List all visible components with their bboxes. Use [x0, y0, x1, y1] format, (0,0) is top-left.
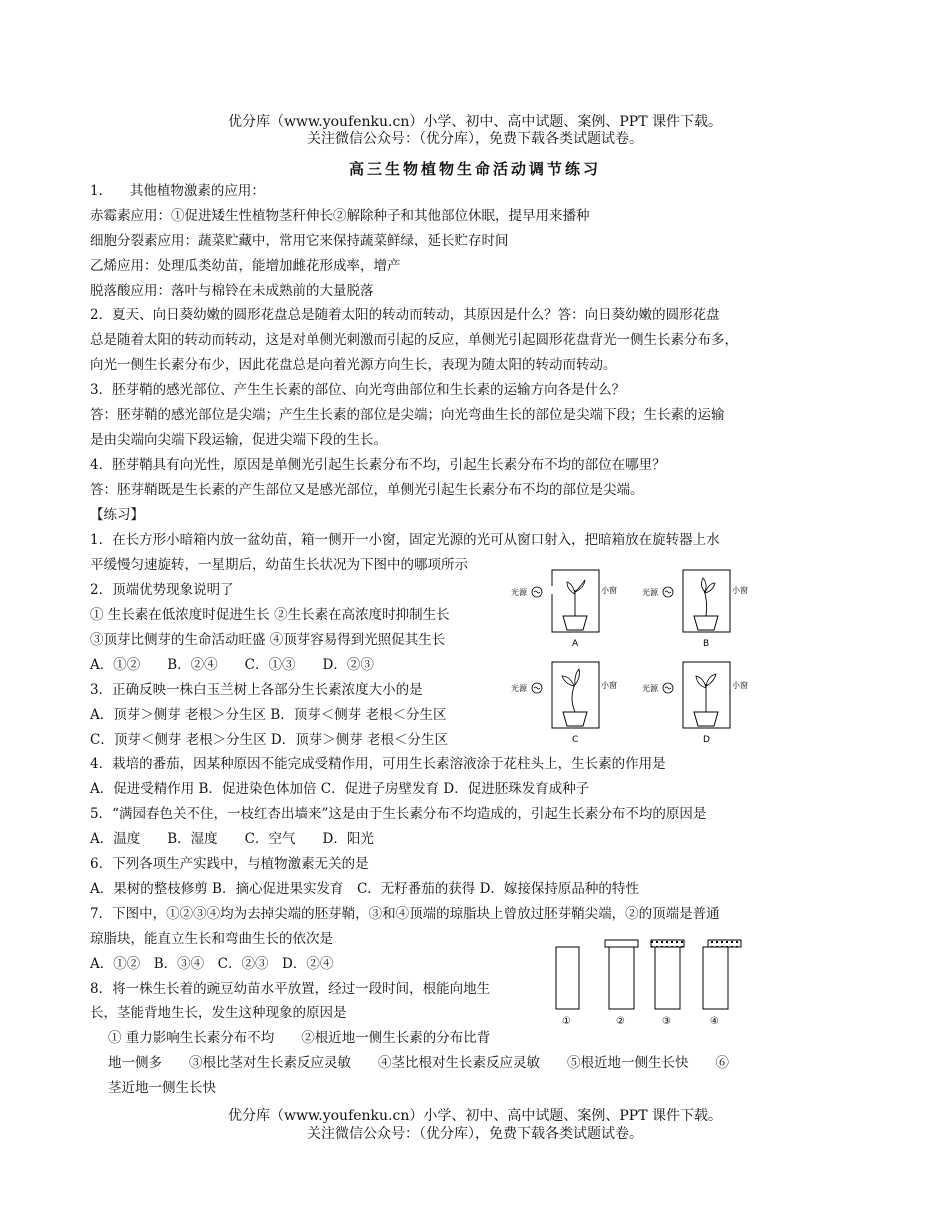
header-line-2: 关注微信公众号：（优分库），免费下载各类试题试卷。: [307, 131, 643, 147]
panel-label: B: [703, 639, 710, 649]
text-line: ① 重力影响生长素分布不均 ②根近地一侧生长素的分布比背: [108, 1030, 491, 1046]
text-line: ① 生长素在低浓度时促进生长 ②生长素在高浓度时抑制生长: [90, 607, 450, 623]
pot-icon: [563, 616, 587, 630]
light-source-label: 光源: [511, 588, 527, 597]
coleoptile-label: ①: [562, 1016, 571, 1027]
text-line: 乙烯应用：处理瓜类幼苗，能增加雌花形成率，增产: [90, 258, 401, 274]
panel-label: C: [572, 735, 579, 745]
text-line: 7．下图中，①②③④均为去掉尖端的胚芽鞘，③和④顶端的琼脂块上曾放过胚芽鞘尖端，②的顶端是普通: [90, 906, 720, 922]
text-line: 向光一侧生长素分布少，因此花盘总是向着光源方向生长，表现为随太阳的转动而转动。: [90, 357, 617, 373]
text-line: C．顶芽＜侧芽 老根＞分生区 D．顶芽＞侧芽 老根＜分生区: [90, 732, 449, 748]
text-line: 2．夏天、向日葵幼嫩的圆形花盘总是随着太阳的转动而转动，其原因是什么？答：向日葵幼嫩的圆形花盘: [90, 307, 720, 323]
text-line: 琼脂块，能直立生长和弯曲生长的依次是: [90, 931, 333, 947]
text-line: A．顶芽＞侧芽 老根＞分生区 B．顶芽＜侧芽 老根＜分生区: [90, 707, 447, 723]
coleoptile-2: [609, 947, 634, 1009]
header-line-1: 优分库（www.youfenku.cn）小学、初中、高中试题、案例、PPT 课件下载。: [227, 114, 722, 130]
page-title: 高三生物植物生命活动调节练习: [348, 160, 601, 178]
coleoptile-label: ③: [662, 1016, 671, 1027]
text-line: 8．将一株生长着的豌豆幼苗水平放置，经过一段时间，根能向地生: [90, 981, 491, 997]
window-label: 小窗: [732, 586, 748, 595]
coleoptile-figure: [550, 935, 750, 1030]
text-line: 5．“满园春色关不住，一枝红杏出墙来”这是由于生长素分布不均造成的，引起生长素分布不均的原因是: [90, 806, 707, 822]
window-label: 小窗: [601, 681, 617, 690]
text-line: 2．顶端优势现象说明了: [90, 582, 234, 598]
text-line: 茎近地一侧生长快: [108, 1080, 216, 1096]
pot-icon: [694, 712, 718, 726]
light-source-icon: [532, 683, 542, 693]
text-line: 地一侧多 ③根比茎对生长素反应灵敏 ④茎比根对生长素反应灵敏 ⑤根近地一侧生长快 ⑥: [108, 1055, 729, 1071]
text-line: 6．下列各项生产实践中，与植物激素无关的是: [90, 856, 369, 872]
coleoptile-label: ②: [616, 1016, 625, 1027]
panel-a: [511, 570, 617, 649]
coleoptile-label: ④: [710, 1016, 719, 1027]
text-line: A．①② B．③④ C．②③ D．②④: [90, 956, 334, 972]
light-source-label: 光源: [642, 684, 658, 693]
agar-block-treated: [708, 940, 741, 947]
text-line: A．果树的整枝修剪 B．摘心促进果实发育 C．无籽番茄的获得 D．嫁接保持原品种的特性: [90, 881, 639, 897]
text-line: 细胞分裂素应用：蔬菜贮藏中，常用它来保持蔬菜鲜绿，延长贮存时间: [90, 233, 509, 249]
text-line: 平缓慢匀速旋转，一星期后，幼苗生长状况为下图中的哪项所示: [90, 557, 468, 573]
text-line: A．促进受精作用 B．促进染色体加倍 C．促进子房壁发育 D．促进胚珠发育成种子: [90, 781, 590, 797]
pot-icon: [694, 616, 718, 630]
light-source-label: 光源: [511, 684, 527, 693]
panel-b: [642, 570, 748, 649]
text-line: 总是随着太阳的转动而转动，这是对单侧光刺激而引起的反应，单侧光引起圆形花盘背光一侧生长素分布多，: [90, 332, 738, 348]
text-line: 【练习】: [90, 507, 144, 523]
text-line: ③顶芽比侧芽的生命活动旺盛 ④顶芽容易得到光照促其生长: [90, 632, 446, 648]
light-source-icon: [663, 587, 673, 597]
window-label: 小窗: [601, 586, 617, 595]
text-line: A．温度 B．湿度 C．空气 D．阳光: [90, 831, 374, 847]
text-line: 3．正确反映一株白玉兰树上各部分生长素浓度大小的是: [90, 682, 423, 698]
panel-label: A: [572, 639, 579, 649]
footer-line-1: 优分库（www.youfenku.cn）小学、初中、高中试题、案例、PPT 课件下载。: [227, 1108, 722, 1124]
footer-line-2: 关注微信公众号：（优分库），免费下载各类试题试卷。: [307, 1126, 643, 1142]
text-line: 1．在长方形小暗箱内放一盆幼苗，箱一侧开一小窗，固定光源的光可从窗口射入，把暗箱放在旋转器上水: [90, 532, 720, 548]
text-line: 1. 其他植物激素的应用：: [90, 183, 265, 199]
seedling-box-figure: [505, 562, 775, 752]
agar-block-plain: [605, 940, 638, 947]
coleoptile-4: [703, 947, 728, 1009]
light-source-label: 光源: [642, 588, 658, 597]
coleoptile-3: [655, 947, 680, 1009]
text-line: 3．胚芽鞘的感光部位、产生生长素的部位、向光弯曲部位和生长素的运输方向各是什么？: [90, 382, 626, 398]
text-line: 答：胚芽鞘既是生长素的产生部位又是感光部位，单侧光引起生长素分布不均的部位是尖端。: [90, 482, 644, 498]
text-line: 赤霉素应用：①促进矮生性植物茎秆伸长②解除种子和其他部位休眠，提早用来播种: [90, 208, 590, 224]
light-source-icon: [663, 683, 673, 693]
text-line: 长，茎能背地生长，发生这种现象的原因是: [90, 1005, 347, 1021]
light-source-icon: [532, 587, 542, 597]
window-label: 小窗: [732, 681, 748, 690]
text-line: 答：胚芽鞘的感光部位是尖端；产生生长素的部位是尖端；向光弯曲生长的部位是尖端下段；生长素的运输: [90, 407, 725, 423]
coleoptile-1: [556, 947, 579, 1009]
text-line: 脱落酸应用：落叶与棉铃在未成熟前的大量脱落: [90, 283, 374, 299]
text-line: 是由尖端向尖端下段运输，促进尖端下段的生长。: [90, 432, 387, 448]
agar-block-treated: [651, 940, 684, 947]
text-line: A．①② B．②④ C．①③ D．②③: [90, 657, 374, 673]
text-line: 4．胚芽鞘具有向光性，原因是单侧光引起生长素分布不均，引起生长素分布不均的部位在哪里？: [90, 457, 666, 473]
pot-icon: [563, 712, 587, 726]
text-line: 4．栽培的番茄，因某种原因不能完成受精作用，可用生长素溶液涂于花柱头上，生长素的作用是: [90, 756, 666, 772]
panel-d: [642, 662, 748, 745]
panel-c: [511, 662, 617, 745]
panel-label: D: [703, 735, 710, 745]
